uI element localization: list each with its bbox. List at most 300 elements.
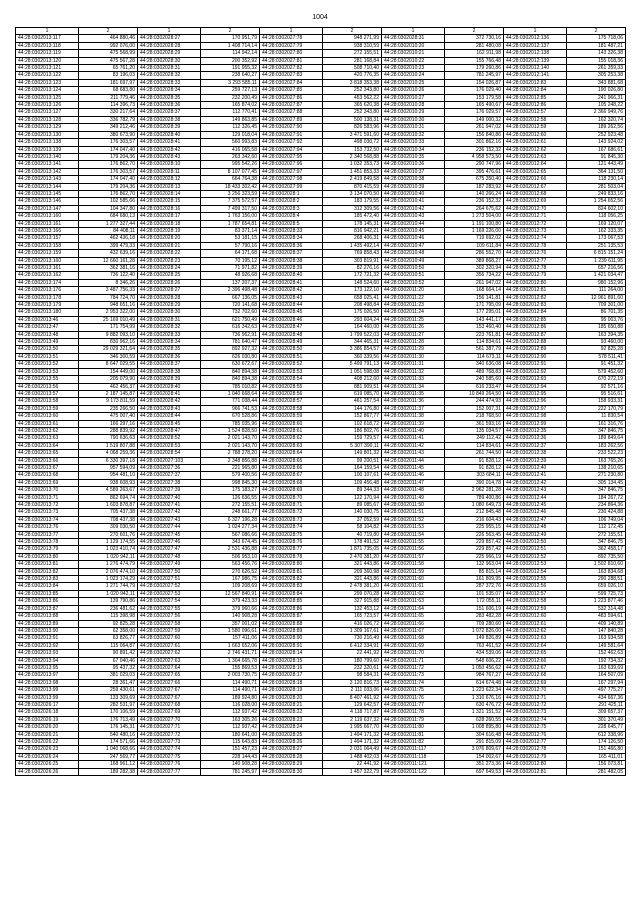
cadastral-number-cell: 44:28:0302028:53 (260, 368, 323, 375)
cadastral-value-cell: 153 732,50 (323, 146, 382, 153)
table-row (16, 57, 626, 64)
cadastral-number-cell: 44:28:0302026:23 (16, 746, 79, 753)
cadastral-value-cell: 840 894,38 (201, 368, 260, 375)
cadastral-number-cell: 44:28:0302027:62 (138, 650, 201, 657)
cadastral-value-cell: 362 381,16 (79, 265, 138, 272)
cadastral-number-cell: 44:28:0302013:95 (16, 664, 79, 671)
cadastral-number-cell: 44:28:0302027:80 (260, 50, 323, 57)
cadastral-number-cell: 44:28:0302013:176 (16, 287, 79, 294)
cadastral-number-cell: 44:28:0302012:136 (504, 35, 567, 42)
cadastral-number-cell: 44:28:0302011:78 (382, 709, 445, 716)
cadastral-number-cell: 44:28:0302011:41 (382, 435, 445, 442)
cadastral-value-cell: 616 342,63 (201, 324, 260, 331)
cadastral-value-cell: 1 129 174,55 (79, 539, 138, 546)
cadastral-value-cell: 2 021 143,70 (201, 442, 260, 449)
cadastral-value-cell: 118 056,25 (567, 213, 626, 220)
cadastral-number-cell: 44:28:0302012:76 (504, 731, 567, 738)
cadastral-value-cell: 626 030,80 (201, 353, 260, 360)
cadastral-value-cell: 238 640,27 (201, 72, 260, 79)
table-row (16, 753, 626, 760)
cadastral-number-cell: 44:28:0302012:66 (504, 657, 567, 664)
cadastral-value-cell: 187 283,92 (445, 183, 504, 190)
cadastral-number-cell: 44:28:0302027:94 (260, 146, 323, 153)
cadastral-number-cell: 44:28:0302028:20 (138, 235, 201, 242)
cadastral-value-cell: 4 589 263,67 (79, 487, 138, 494)
cadastral-value-cell: 351 273,36 (445, 761, 504, 768)
cadastral-value-cell: 264 675,62 (445, 205, 504, 212)
cadastral-value-cell: 343 674,45 (201, 539, 260, 546)
cadastral-value-cell: 389 868,27 (445, 257, 504, 264)
cadastral-number-cell: 44:28:0302012:39 (504, 457, 567, 464)
table-row (16, 627, 626, 634)
cadastral-value-cell: 659 026,10 (567, 583, 626, 590)
cadastral-number-cell: 44:28:0302028:64 (260, 450, 323, 457)
cadastral-value-cell: 177 295,01 (445, 309, 504, 316)
cadastral-value-cell: 881 909,51 (323, 383, 382, 390)
cadastral-value-cell: 225 955,15 (445, 524, 504, 531)
cadastral-number-cell: 44:28:0302027:85 (260, 87, 323, 94)
cadastral-value-cell: 249 833,16 (567, 190, 626, 197)
cadastral-number-cell: 44:28:0302027:63 (138, 657, 201, 664)
table-row (16, 701, 626, 708)
cadastral-number-cell: 44:28:0302012:69 (504, 679, 567, 686)
cadastral-number-cell: 44:28:0302011:72 (382, 664, 445, 671)
table-row (16, 257, 626, 264)
cadastral-value-cell: 183 262,56 (567, 442, 626, 449)
cadastral-value-cell: 99 200,51 (323, 457, 382, 464)
cadastral-value-cell: 28 361,47 (79, 679, 138, 686)
cadastral-value-cell: 151 457,23 (201, 746, 260, 753)
cadastral-value-cell: 91 845,30 (567, 153, 626, 160)
cadastral-value-cell: 152 867,77 (323, 413, 382, 420)
cadastral-number-cell: 44:28:0302026:18 (16, 709, 79, 716)
cadastral-number-cell: 44:28:0302012:47 (504, 516, 567, 523)
cadastral-value-cell: 64 171,68 (201, 250, 260, 257)
cadastral-value-cell: 12 660 161,28 (79, 257, 138, 264)
cadastral-number-cell: 44:28:0302013:90 (16, 627, 79, 634)
cadastral-value-cell: 288 839,92 (79, 427, 138, 434)
cadastral-number-cell: 44:28:0302013:83 (16, 576, 79, 583)
cadastral-number-cell: 44:28:0302013:138 (16, 139, 79, 146)
cadastral-value-cell: 184 267,72 (567, 494, 626, 501)
cadastral-value-cell: 1 023 410,74 (79, 546, 138, 553)
table-row (16, 287, 626, 294)
cadastral-value-cell: 176 303,57 (79, 139, 138, 146)
cadastral-value-cell: 3 134 070,50 (323, 190, 382, 197)
cadastral-value-cell: 153 179,58 (445, 94, 504, 101)
table-row (16, 598, 626, 605)
cadastral-value-cell: 90 891,42 (79, 650, 138, 657)
cadastral-number-cell: 44:28:0302012:87 (504, 331, 567, 338)
cadastral-number-cell: 44:28:0302011:27 (382, 331, 445, 338)
cadastral-number-cell: 44:28:0302027:36 (138, 464, 201, 471)
cadastral-value-cell: 115 064,87 (79, 642, 138, 649)
cadastral-value-cell: 1 519 807,88 (79, 442, 138, 449)
cadastral-number-cell: 44:28:0302011:59 (382, 568, 445, 575)
cadastral-number-cell: 44:28:0302028:43 (260, 294, 323, 301)
cadastral-number-cell: 44:28:0302012:35 (504, 427, 567, 434)
cadastral-number-cell: 44:28:0302028:39 (138, 124, 201, 131)
cadastral-number-cell: 44:28:0302011:58 (382, 561, 445, 568)
cadastral-number-cell: 44:28:0302027:65 (138, 672, 201, 679)
cadastral-value-cell: 7 499 317,50 (201, 205, 260, 212)
cadastral-value-cell: 379 423,33 (201, 598, 260, 605)
cadastral-number-cell: 44:28:0302012:61 (504, 620, 567, 627)
cadastral-number-cell: 44:28:0302027:69 (138, 709, 201, 716)
cadastral-number-cell: 44:28:0302013:125 (16, 94, 79, 101)
cadastral-value-cell: 229 857,42 (445, 539, 504, 546)
cadastral-number-cell: 44:28:0302012:70 (504, 687, 567, 694)
cadastral-value-cell: 548 606,22 (445, 657, 504, 664)
cadastral-value-cell: 2 419 849,58 (323, 176, 382, 183)
cadastral-number-cell: 44:28:0302028:25 (138, 272, 201, 279)
cadastral-value-cell: 92 571,16 (567, 383, 626, 390)
cadastral-value-cell: 616 233,47 (445, 383, 504, 390)
cadastral-value-cell: 1 040 068,66 (79, 746, 138, 753)
cadastral-value-cell: 156 840,86 (445, 131, 504, 138)
cadastral-value-cell: 148 524,60 (323, 279, 382, 286)
cadastral-number-cell: 44:28:0302027:58 (138, 620, 201, 627)
cadastral-number-cell: 44:28:0302027:60 (138, 635, 201, 642)
cadastral-value-cell: 164 507,09 (567, 672, 626, 679)
cadastral-number-cell: 44:28:0302011:46 (382, 472, 445, 479)
cadastral-number-cell: 44:28:0302028:45 (138, 420, 201, 427)
cadastral-number-cell: 44:28:0302027:49 (138, 561, 201, 568)
cadastral-value-cell: 1 050 456,62 (445, 664, 504, 671)
cadastral-number-cell: 44:28:0302028:32 (138, 72, 201, 79)
cadastral-number-cell: 44:28:0302027:71 (138, 724, 201, 731)
cadastral-number-cell: 44:28:0302012:98 (504, 413, 567, 420)
cadastral-value-cell: 998 845,30 (201, 479, 260, 486)
cadastral-value-cell: 178 145,31 (323, 220, 382, 227)
cadastral-value-cell: 132 963,04 (445, 561, 504, 568)
cadastral-value-cell: 191 955,32 (201, 65, 260, 72)
table-row (16, 642, 626, 649)
cadastral-value-cell: 719 692,02 (445, 235, 504, 242)
cadastral-value-cell: 223 761,81 (445, 331, 504, 338)
cadastral-number-cell: 44:28:0302028:33 (260, 227, 323, 234)
cadastral-number-cell: 44:28:0302012:74 (504, 235, 567, 242)
cadastral-number-cell: 44:28:0302011:20 (382, 287, 445, 294)
cadastral-number-cell: 44:28:0302010:20 (382, 42, 445, 49)
table-row (16, 479, 626, 486)
cadastral-number-cell: 44:28:0302012:86 (504, 102, 567, 109)
cadastral-value-cell: 302 320,94 (445, 265, 504, 272)
cadastral-number-cell: 44:28:0302028:30 (260, 768, 323, 775)
cadastral-number-cell: 44:28:0302028:10 (138, 161, 201, 168)
cadastral-value-cell: 112 326,45 (201, 124, 260, 131)
cadastral-value-cell: 115 643,83 (201, 739, 260, 746)
column-header: 2 (445, 28, 504, 35)
cadastral-number-cell: 44:28:0302028:55 (260, 383, 323, 390)
cadastral-number-cell: 44:28:0302012:56 (504, 583, 567, 590)
cadastral-number-cell: 44:28:0302028:13 (138, 183, 201, 190)
cadastral-number-cell: 44:28:0302011:56 (382, 546, 445, 553)
cadastral-value-cell: 785 010,82 (201, 383, 260, 390)
cadastral-number-cell: 44:28:0302012:51 (504, 546, 567, 553)
cadastral-value-cell: 48 926,68 (201, 272, 260, 279)
cadastral-value-cell: 790 636,63 (79, 435, 138, 442)
cadastral-value-table (15, 27, 626, 776)
cadastral-value-cell: 133 309,69 (79, 694, 138, 701)
cadastral-number-cell: 44:28:0302028:18 (138, 220, 201, 227)
cadastral-value-cell: 630 476,72 (445, 701, 504, 708)
table-row (16, 376, 626, 383)
cadastral-number-cell: 44:28:0302010:41 (382, 198, 445, 205)
cadastral-number-cell: 44:28:0302012:59 (504, 124, 567, 131)
cadastral-number-cell: 44:28:0302013:61 (16, 420, 79, 427)
cadastral-value-cell: 281 482,05 (567, 768, 626, 775)
cadastral-number-cell: 44:28:0302028:38 (138, 116, 201, 123)
cadastral-number-cell: 44:28:0302027:99 (260, 183, 323, 190)
cadastral-number-cell: 44:28:0302028:54 (260, 376, 323, 383)
cadastral-number-cell: 44:28:0302010:47 (382, 242, 445, 249)
cadastral-value-cell: 189 849,64 (567, 435, 626, 442)
cadastral-value-cell: 86 701,35 (567, 309, 626, 316)
cadastral-value-cell: 174 047,40 (79, 176, 138, 183)
cadastral-value-cell: 8 407 461,92 (323, 694, 382, 701)
cadastral-number-cell: 44:28:0302012:99 (504, 420, 567, 427)
cadastral-value-cell: 1 271 744,79 (79, 583, 138, 590)
cadastral-number-cell: 44:28:0302028:28 (260, 753, 323, 760)
cadastral-value-cell: 222 170,79 (567, 405, 626, 412)
cadastral-number-cell: 44:28:0302013:46 (16, 316, 79, 323)
cadastral-value-cell: 1 787 654,81 (201, 220, 260, 227)
cadastral-number-cell: 44:28:0302012:42 (504, 479, 567, 486)
cadastral-value-cell: 416 026,72 (323, 620, 382, 627)
cadastral-number-cell: 44:28:0302011:118 (382, 753, 445, 760)
table-row (16, 502, 626, 509)
cadastral-value-cell: 2 187 145,87 (79, 390, 138, 397)
cadastral-number-cell: 44:28:0302027:92 (260, 139, 323, 146)
cadastral-value-cell: 365 620,38 (323, 102, 382, 109)
cadastral-value-cell: 121 443,49 (567, 161, 626, 168)
cadastral-number-cell: 44:28:0302012:91 (504, 361, 567, 368)
cadastral-number-cell: 44:28:0302012:69 (504, 198, 567, 205)
cadastral-number-cell: 44:28:0302013:158 (16, 242, 79, 249)
cadastral-number-cell: 44:28:0302013:78 (16, 539, 79, 546)
cadastral-number-cell: 44:28:0302012:50 (504, 539, 567, 546)
cadastral-number-cell: 44:28:0302027:97 (260, 168, 323, 175)
cadastral-number-cell: 44:28:0302028:28 (138, 294, 201, 301)
cadastral-value-cell: 291 425,11 (567, 701, 626, 708)
cadastral-value-cell: 1 494 171,32 (323, 739, 382, 746)
cadastral-number-cell: 44:28:0302027:84 (260, 79, 323, 86)
cadastral-number-cell: 44:28:0302028:53 (138, 442, 201, 449)
cadastral-number-cell: 44:28:0302011:35 (382, 390, 445, 397)
cadastral-value-cell: 475 567,28 (79, 57, 138, 64)
cadastral-value-cell: 6 412 334,91 (323, 642, 382, 649)
cadastral-number-cell: 44:28:0302028:47 (260, 324, 323, 331)
cadastral-value-cell: 181 487,21 (567, 42, 626, 49)
table-row (16, 161, 626, 168)
cadastral-number-cell: 44:28:0302012:89 (504, 346, 567, 353)
cadastral-number-cell: 44:28:0302012:71 (504, 213, 567, 220)
cadastral-value-cell: 95 003,76 (567, 316, 626, 323)
cadastral-value-cell: 152 007,31 (445, 405, 504, 412)
cadastral-number-cell: 44:28:0302028:43 (138, 405, 201, 412)
cadastral-value-cell: 349 212,46 (79, 124, 138, 131)
cadastral-value-cell: 612 338,96 (567, 731, 626, 738)
cadastral-value-cell: 1 304 665,78 (201, 657, 260, 664)
cadastral-value-cell: 657 216,56 (567, 265, 626, 272)
table-row (16, 205, 626, 212)
cadastral-number-cell: 44:28:0302013:121 (16, 65, 79, 72)
cadastral-number-cell: 44:28:0302013:53 (16, 368, 79, 375)
cadastral-value-cell: 89 344,33 (323, 487, 382, 494)
cadastral-number-cell: 44:28:0302028:32 (138, 324, 201, 331)
cadastral-number-cell: 44:28:0302028:68 (260, 479, 323, 486)
cadastral-value-cell: 1 223 622,34 (445, 687, 504, 694)
cadastral-value-cell: 475 007,40 (79, 413, 138, 420)
table-row (16, 324, 626, 331)
cadastral-value-cell: 176 145,31 (79, 724, 138, 731)
table-row (16, 442, 626, 449)
cadastral-value-cell: 579 400,56 (201, 472, 260, 479)
table-row (16, 590, 626, 597)
cadastral-value-cell: 508 710,40 (323, 65, 382, 72)
cadastral-number-cell: 44:28:0302012:83 (504, 302, 567, 309)
cadastral-number-cell: 44:28:0302013:119 (16, 50, 79, 57)
cadastral-value-cell: 1 408 714,14 (201, 42, 260, 49)
cadastral-number-cell: 44:28:0302010:31 (382, 124, 445, 131)
cadastral-value-cell: 143 924,02 (567, 139, 626, 146)
cadastral-number-cell: 44:28:0302028:90 (260, 635, 323, 642)
cadastral-number-cell: 44:28:0302010:43 (382, 213, 445, 220)
cadastral-number-cell: 44:28:0302012:54 (504, 568, 567, 575)
cadastral-number-cell: 44:28:0302028:11 (138, 168, 201, 175)
cadastral-value-cell: 408 212,60 (323, 376, 382, 383)
cadastral-number-cell: 44:28:0302027:67 (138, 694, 201, 701)
cadastral-value-cell: 628 260,55 (445, 716, 504, 723)
table-row (16, 153, 626, 160)
cadastral-value-cell: 409 140,89 (567, 620, 626, 627)
cadastral-number-cell: 44:28:0302028:23 (260, 716, 323, 723)
table-row (16, 761, 626, 768)
cadastral-value-cell: 1 169 226,00 (445, 227, 504, 234)
cadastral-value-cell: 181 697,97 (79, 79, 138, 86)
table-row (16, 294, 626, 301)
cadastral-value-cell: 192 734,32 (567, 657, 626, 664)
cadastral-value-cell: 344 465,31 (323, 339, 382, 346)
table-row (16, 131, 626, 138)
cadastral-number-cell: 44:28:0302028:35 (138, 94, 201, 101)
cadastral-number-cell: 44:28:0302013:55 (16, 376, 79, 383)
cadastral-value-cell: 2 788 278,20 (201, 450, 260, 457)
cadastral-number-cell: 44:28:0302011:74 (382, 679, 445, 686)
cadastral-number-cell: 44:28:0302011:67 (382, 627, 445, 634)
cadastral-value-cell: 176 029,40 (445, 87, 504, 94)
cadastral-number-cell: 44:28:0302028:23 (138, 257, 201, 264)
cadastral-number-cell: 44:28:0302027:39 (138, 487, 201, 494)
cadastral-value-cell: 630 672,67 (201, 361, 260, 368)
cadastral-value-cell: 892 927,32 (201, 346, 260, 353)
cadastral-value-cell: 1 421 034,47 (567, 272, 626, 279)
cadastral-number-cell: 44:28:0302010:32 (382, 131, 445, 138)
cadastral-value-cell: 938 310,59 (323, 42, 382, 49)
cadastral-number-cell: 44:28:0302010:52 (382, 279, 445, 286)
cadastral-number-cell: 44:28:0302028:14 (138, 190, 201, 197)
table-row (16, 176, 626, 183)
table-row (16, 183, 626, 190)
cadastral-number-cell: 44:28:0302013:76 (16, 524, 79, 531)
cadastral-value-cell: 189 282,38 (79, 768, 138, 775)
cadastral-number-cell: 44:28:0302011:39 (382, 420, 445, 427)
cadastral-number-cell: 44:28:0302011:68 (382, 635, 445, 642)
cadastral-number-cell: 44:28:0302028:25 (260, 731, 323, 738)
cadastral-value-cell: 1 310 676,16 (445, 694, 504, 701)
table-row (16, 768, 626, 775)
cadastral-value-cell: 8 346,26 (79, 279, 138, 286)
cadastral-value-cell: 5 499 791,13 (323, 361, 382, 368)
cadastral-number-cell: 44:28:0302011:61 (382, 583, 445, 590)
cadastral-value-cell: 4 068 259,36 (79, 450, 138, 457)
cadastral-number-cell: 44:28:0302012:66 (504, 176, 567, 183)
cadastral-number-cell: 44:28:0302013:48 (16, 331, 79, 338)
cadastral-number-cell: 44:28:0302027:78 (260, 35, 323, 42)
cadastral-value-cell: 216 604,43 (445, 516, 504, 523)
cadastral-number-cell: 44:28:0302011:23 (382, 302, 445, 309)
table-row (16, 42, 626, 49)
cadastral-value-cell: 420 776,35 (323, 72, 382, 79)
cadastral-value-cell: 763 461,52 (445, 642, 504, 649)
table-row (16, 494, 626, 501)
cadastral-value-cell: 118 230,14 (567, 176, 626, 183)
cadastral-number-cell: 44:28:0302013:118 (16, 42, 79, 49)
cadastral-number-cell: 44:28:0302028:74 (260, 524, 323, 531)
cadastral-number-cell: 44:28:0302013:160 (16, 257, 79, 264)
cadastral-value-cell: 158 933,31 (567, 398, 626, 405)
cadastral-number-cell: 44:28:0302028:14 (260, 650, 323, 657)
cadastral-number-cell: 44:28:0302027:89 (260, 116, 323, 123)
cadastral-number-cell: 44:28:0302013:65 (16, 450, 79, 457)
cadastral-value-cell: 156 141,81 (445, 294, 504, 301)
cadastral-value-cell: 165 723,57 (323, 613, 382, 620)
cadastral-number-cell: 44:28:0302028:5 (260, 220, 323, 227)
column-header: 1 (504, 28, 567, 35)
cadastral-value-cell: 293 604,24 (323, 316, 382, 323)
cadastral-value-cell: 139 790,86 (79, 598, 138, 605)
cadastral-value-cell: 261 947,02 (445, 124, 504, 131)
cadastral-number-cell: 44:28:0302027:40 (138, 494, 201, 501)
cadastral-number-cell: 44:28:0302013:92 (16, 642, 79, 649)
cadastral-value-cell: 165 490,67 (445, 102, 504, 109)
cadastral-number-cell: 44:28:0302012:37 (504, 442, 567, 449)
cadastral-value-cell: 252 343,80 (323, 87, 382, 94)
cadastral-value-cell: 390 014,78 (445, 479, 504, 486)
cadastral-number-cell: 44:28:0302028:37 (138, 361, 201, 368)
table-row (16, 620, 626, 627)
cadastral-number-cell: 44:28:0302028:34 (138, 87, 201, 94)
table-row (16, 487, 626, 494)
cadastral-value-cell: 170 106,59 (79, 709, 138, 716)
cadastral-number-cell: 44:28:0302026:22 (16, 739, 79, 746)
cadastral-number-cell: 44:28:0302027:50 (138, 568, 201, 575)
cadastral-number-cell: 44:28:0302028:1 (260, 190, 323, 197)
cadastral-number-cell: 44:28:0302011:32 (382, 368, 445, 375)
cadastral-value-cell: 2 119 637,32 (323, 716, 382, 723)
cadastral-value-cell: 10 849 264,50 (445, 390, 504, 397)
cadastral-number-cell: 44:28:0302028:29 (138, 50, 201, 57)
cadastral-value-cell: 7 375 572,57 (201, 198, 260, 205)
cadastral-number-cell: 44:28:0302011:52 (382, 516, 445, 523)
cadastral-value-cell: 966 741,53 (201, 405, 260, 412)
table-header-row (16, 28, 626, 35)
cadastral-number-cell: 44:28:0302027:103 (138, 457, 201, 464)
cadastral-value-cell: 399 479,33 (79, 242, 138, 249)
cadastral-value-cell: 109 208,69 (201, 583, 260, 590)
cadastral-number-cell: 44:28:0302028:75 (260, 531, 323, 538)
